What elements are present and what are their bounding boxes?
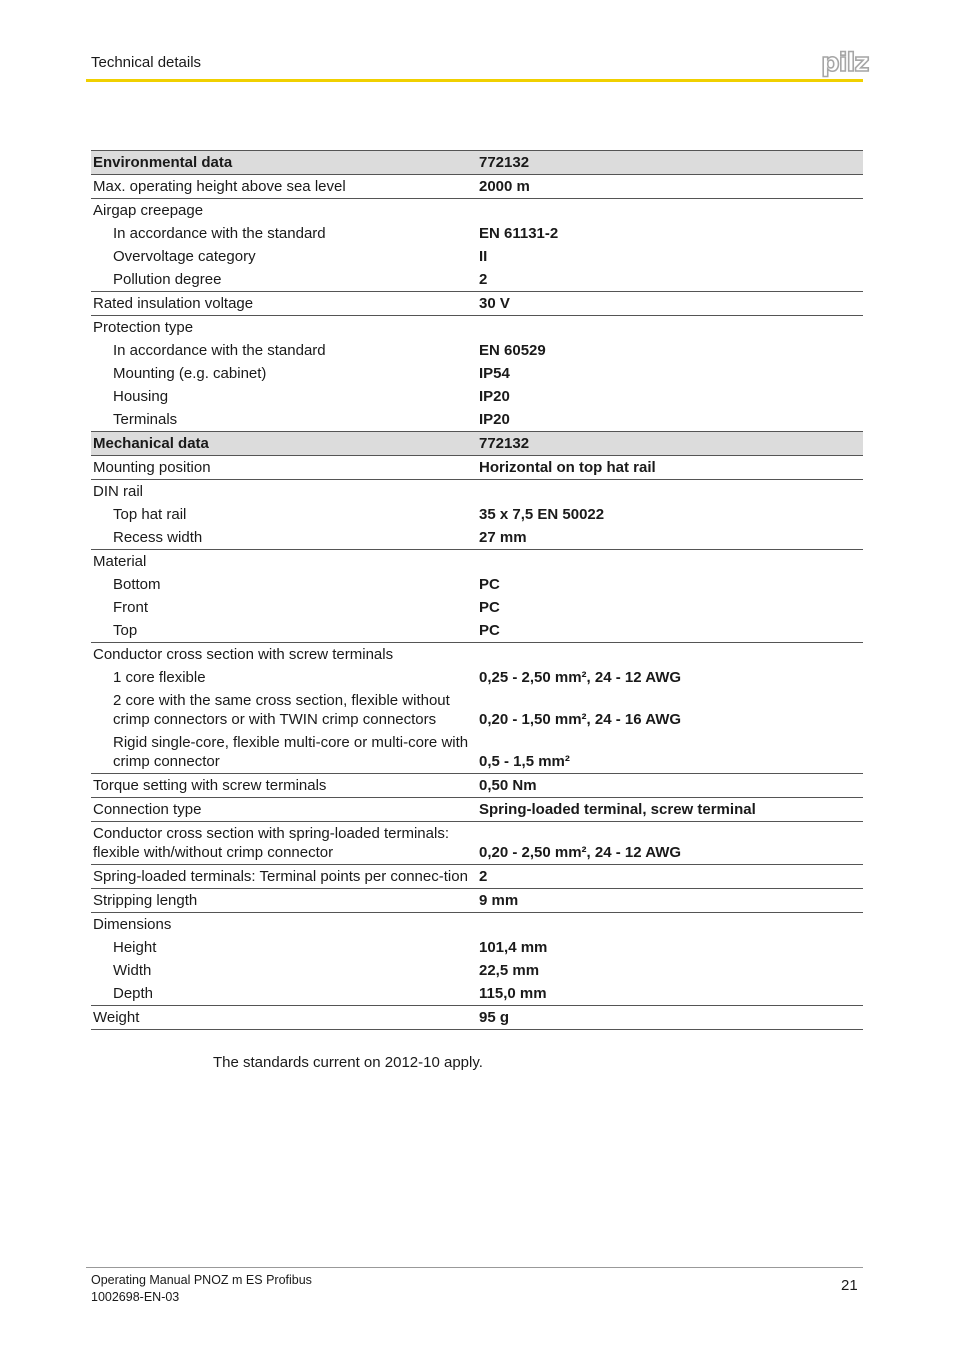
parameter-value: II <box>479 248 488 265</box>
parameter-value: 27 mm <box>479 529 527 546</box>
parameter-label: Rigid single-core, flexible multi-core or multi-core with crimp connector <box>113 734 469 770</box>
parameter-value <box>477 316 863 340</box>
table-row <box>91 245 863 268</box>
parameter-value: Horizontal on top hat rail <box>477 456 863 480</box>
parameter-label: Overvoltage category <box>113 248 256 265</box>
parameter-label: Bottom <box>113 576 161 593</box>
table-row <box>91 222 863 245</box>
parameter-label: Connection type <box>91 798 477 822</box>
table-row <box>91 913 863 937</box>
parameter-value: 2 <box>477 865 863 889</box>
table-row <box>91 798 863 822</box>
section-header-row <box>91 151 863 175</box>
table-row <box>91 643 863 667</box>
parameter-label: Terminals <box>113 411 178 428</box>
parameter-label: Recess width <box>113 529 203 546</box>
parameter-value: 22,5 mm <box>479 962 540 979</box>
parameter-label: Weight <box>91 1006 477 1030</box>
parameter-label: Spring-loaded terminals: Terminal points per connec-tion <box>91 865 477 889</box>
table-row <box>91 982 863 1006</box>
table-row <box>91 316 863 340</box>
footer-manual-title: Operating Manual PNOZ m ES Profibus <box>91 1273 312 1287</box>
pilz-logo: pilz <box>821 48 869 78</box>
table-row <box>91 1006 863 1030</box>
table-row <box>91 408 863 432</box>
parameter-value <box>477 199 863 223</box>
parameter-label: Top <box>113 622 138 639</box>
parameter-value: 0,20 - 2,50 mm², 24 - 12 AWG <box>477 822 863 865</box>
table-row <box>91 889 863 913</box>
table-row <box>91 666 863 689</box>
parameter-value: 9 mm <box>477 889 863 913</box>
technical-data-table <box>91 150 863 1030</box>
table-row <box>91 385 863 408</box>
parameter-label: Depth <box>113 985 154 1002</box>
parameter-value: PC <box>479 622 500 639</box>
table-row <box>91 503 863 526</box>
table-row <box>91 175 863 199</box>
parameter-value: 95 g <box>477 1006 863 1030</box>
parameter-label: Conductor cross section with screw terminals <box>91 643 477 667</box>
section-product-number: 772132 <box>477 151 863 175</box>
parameter-label: Top hat rail <box>113 506 187 523</box>
parameter-label: Protection type <box>91 316 477 340</box>
table-row <box>91 774 863 798</box>
table-row <box>91 865 863 889</box>
parameter-value: IP54 <box>479 365 510 382</box>
parameter-value <box>477 643 863 667</box>
table-row <box>91 689 863 731</box>
parameter-value: Spring-loaded terminal, screw terminal <box>477 798 863 822</box>
section-title: Environmental data <box>91 151 477 175</box>
parameter-label: Dimensions <box>91 913 477 937</box>
parameter-value: 0,50 Nm <box>477 774 863 798</box>
parameter-label: In accordance with the standard <box>113 342 326 359</box>
standards-note: The standards current on 2012-10 apply. <box>213 1054 483 1071</box>
parameter-value: 2 <box>479 271 488 288</box>
parameter-value <box>477 480 863 504</box>
footer-document-number: 1002698-EN-03 <box>91 1290 180 1304</box>
page-number: 21 <box>841 1277 858 1294</box>
table-row <box>91 822 863 865</box>
parameter-label: DIN rail <box>91 480 477 504</box>
parameter-label: Conductor cross section with spring-loaded terminals: flexible with/without crimp connector <box>91 822 477 865</box>
table-row <box>91 619 863 643</box>
section-header-row <box>91 432 863 456</box>
parameter-label: Torque setting with screw terminals <box>91 774 477 798</box>
footer-divider <box>86 1267 863 1268</box>
header-divider <box>86 79 863 82</box>
table-row <box>91 936 863 959</box>
parameter-label: Max. operating height above sea level <box>91 175 477 199</box>
parameter-label: 2 core with the same cross section, flexible without crimp connectors or with TWIN crimp connectors <box>113 692 450 728</box>
parameter-value: 115,0 mm <box>479 985 547 1002</box>
parameter-value: PC <box>479 599 500 616</box>
table-row <box>91 573 863 596</box>
parameter-label: Width <box>113 962 152 979</box>
parameter-value: 35 x 7,5 EN 50022 <box>479 506 605 523</box>
parameter-label: Rated insulation voltage <box>91 292 477 316</box>
table-row <box>91 339 863 362</box>
section-product-number: 772132 <box>477 432 863 456</box>
technical-data-body <box>91 151 863 1030</box>
table-row <box>91 480 863 504</box>
parameter-label: Airgap creepage <box>91 199 477 223</box>
parameter-value: IP20 <box>479 411 510 428</box>
parameter-value: 0,5 - 1,5 mm² <box>479 753 570 770</box>
parameter-value: 0,20 - 1,50 mm², 24 - 16 AWG <box>479 711 682 728</box>
parameter-value: IP20 <box>479 388 510 405</box>
table-row <box>91 526 863 550</box>
parameter-value: 2000 m <box>477 175 863 199</box>
table-row <box>91 596 863 619</box>
parameter-value: EN 60529 <box>479 342 546 359</box>
table-row <box>91 456 863 480</box>
parameter-label: Housing <box>113 388 169 405</box>
table-row <box>91 731 863 774</box>
parameter-label: In accordance with the standard <box>113 225 326 242</box>
table-row <box>91 199 863 223</box>
parameter-value: 0,25 - 2,50 mm², 24 - 12 AWG <box>479 669 682 686</box>
parameter-value: EN 61131-2 <box>479 225 559 242</box>
parameter-label: 1 core flexible <box>113 669 206 686</box>
parameter-label: Stripping length <box>91 889 477 913</box>
parameter-label: Pollution degree <box>113 271 222 288</box>
parameter-label: Mounting position <box>91 456 477 480</box>
parameter-value: 30 V <box>477 292 863 316</box>
table-row <box>91 292 863 316</box>
parameter-label: Front <box>113 599 149 616</box>
table-row <box>91 362 863 385</box>
parameter-value <box>477 913 863 937</box>
page-header-title: Technical details <box>91 54 202 71</box>
section-title: Mechanical data <box>91 432 477 456</box>
parameter-value <box>477 550 863 574</box>
table-row <box>91 268 863 292</box>
table-row <box>91 550 863 574</box>
table-row <box>91 959 863 982</box>
parameter-value: PC <box>479 576 500 593</box>
parameter-value: 101,4 mm <box>479 939 548 956</box>
parameter-label: Mounting (e.g. cabinet) <box>113 365 267 382</box>
parameter-label: Material <box>91 550 477 574</box>
parameter-label: Height <box>113 939 157 956</box>
